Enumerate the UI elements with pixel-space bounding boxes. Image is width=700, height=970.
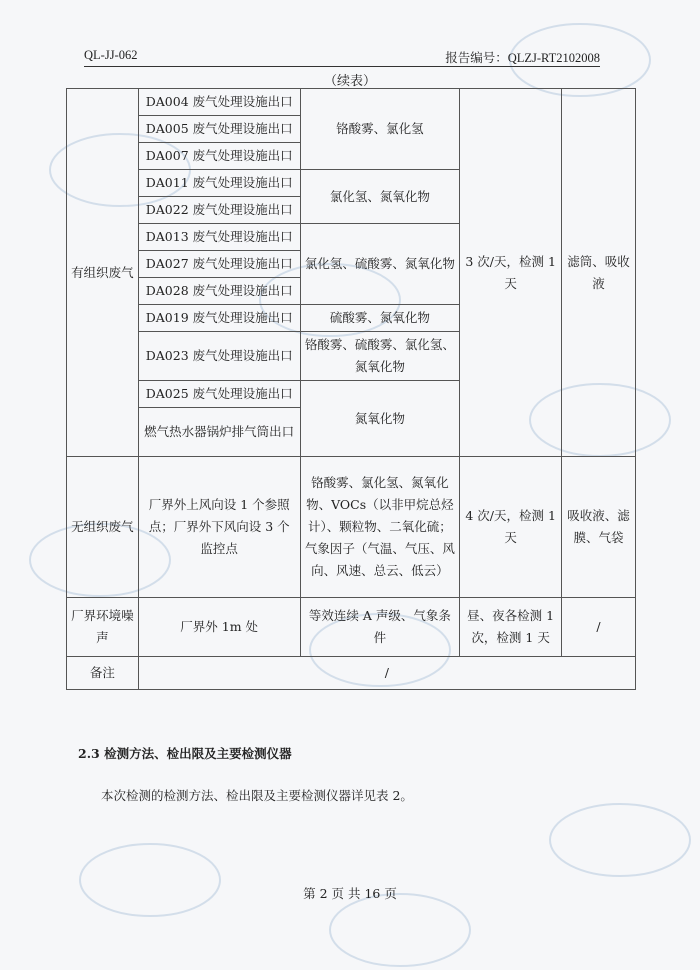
page-header: [84, 48, 600, 67]
point-cell: DA022 废气处理设施出口: [138, 197, 300, 224]
category-unorganized: 无组织废气: [67, 457, 139, 598]
point-cell: DA028 废气处理设施出口: [138, 278, 300, 305]
point-cell: DA027 废气处理设施出口: [138, 251, 300, 278]
monitoring-table: [66, 88, 636, 690]
point-cell: DA013 废气处理设施出口: [138, 224, 300, 251]
point-cell: DA023 废气处理设施出口: [138, 332, 300, 381]
items-cell: 铬酸雾、氯化氢: [300, 89, 460, 170]
frequency-organized: 3 次/天，检测 1 天: [460, 89, 562, 457]
method-noise: /: [562, 598, 636, 657]
method-organized: 滤筒、吸收液: [562, 89, 636, 457]
continued-label: （续表）: [323, 74, 376, 89]
remarks-value: /: [138, 657, 635, 690]
items-cell: 氯化氢、硫酸雾、氮氧化物: [300, 224, 460, 305]
point-cell: DA019 废气处理设施出口: [138, 305, 300, 332]
point-cell: DA011 废气处理设施出口: [138, 170, 300, 197]
section-heading: 2.3 检测方法、检出限及主要检测仪器: [78, 746, 292, 761]
point-cell: DA004 废气处理设施出口: [138, 89, 300, 116]
items-cell: 氯化氢、氮氧化物: [300, 170, 460, 224]
frequency-unorganized: 4 次/天，检测 1 天: [460, 457, 562, 598]
items-cell: 铬酸雾、硫酸雾、氯化氢、氮氧化物: [300, 332, 460, 381]
section-body: 本次检测的检测方法、检出限及主要检测仪器详见表 2。: [101, 788, 413, 803]
items-cell: 硫酸雾、氮氧化物: [300, 305, 460, 332]
doc-code: QL-JJ-062: [84, 48, 138, 62]
remarks-label: 备注: [67, 657, 139, 690]
page-footer: 第 2 页 共 16 页: [303, 886, 397, 901]
frequency-noise: 昼、夜各检测 1 次，检测 1 天: [460, 598, 562, 657]
items-cell: 铬酸雾、氯化氢、氮氧化物、VOCs（以非甲烷总烃计）、颗粒物、二氧化硫；气象因子（气温、气压、风向、风速、总云、低云）: [300, 457, 460, 598]
category-noise: 厂界环境噪声: [67, 598, 139, 657]
point-cell: 燃气热水器锅炉排气筒出口: [138, 408, 300, 457]
point-cell: DA007 废气处理设施出口: [138, 143, 300, 170]
report-number: 报告编号：QLZJ-RT2102008: [445, 51, 600, 65]
items-cell: 氮氧化物: [300, 381, 460, 457]
point-cell: 厂界外 1m 处: [138, 598, 300, 657]
point-cell: 厂界外上风向设 1 个参照点；厂界外下风向设 3 个监控点: [138, 457, 300, 598]
items-cell: 等效连续 A 声级、气象条件: [300, 598, 460, 657]
point-cell: DA025 废气处理设施出口: [138, 381, 300, 408]
method-unorganized: 吸收液、滤膜、气袋: [562, 457, 636, 598]
point-cell: DA005 废气处理设施出口: [138, 116, 300, 143]
category-organized: 有组织废气: [67, 89, 139, 457]
